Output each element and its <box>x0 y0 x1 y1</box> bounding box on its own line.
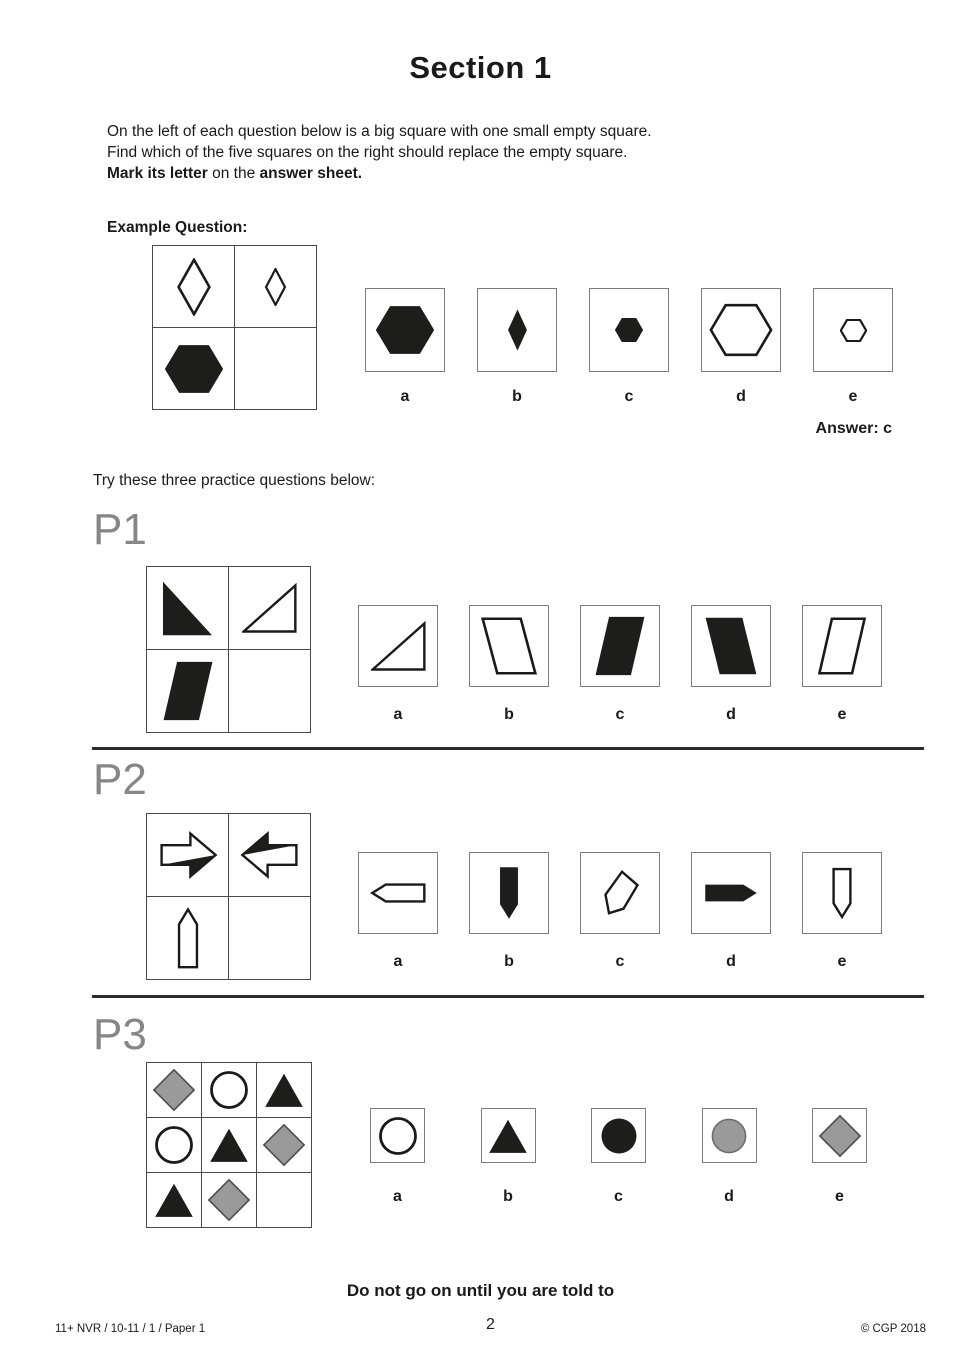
answer-option-d <box>691 605 771 724</box>
question-label-p2: P2 <box>93 755 147 804</box>
triangle-outline-bottom-right-icon <box>242 583 297 633</box>
option-box-b[interactable] <box>469 852 549 934</box>
instruction-line-3: Mark its letter on the answer sheet. <box>107 165 363 182</box>
option-letter-e: e <box>848 388 858 405</box>
answer-option-b <box>481 1108 536 1206</box>
answer-option-e <box>813 288 893 406</box>
option-box-e[interactable] <box>813 288 893 372</box>
answer-option-a <box>370 1108 425 1206</box>
triangle-filled-icon <box>209 1127 249 1163</box>
option-box-d[interactable] <box>691 852 771 934</box>
answer-option-b <box>469 852 549 971</box>
option-box-a[interactable] <box>358 605 438 687</box>
diamond-filled-small-icon <box>504 308 531 352</box>
question-options-row-p3 <box>370 1108 867 1206</box>
option-letter-a: a <box>393 1188 402 1205</box>
page-title: Section 1 <box>409 50 552 85</box>
triangle-filled-icon <box>488 1118 528 1154</box>
parallelogram-outline-lean-right-icon <box>818 617 866 675</box>
triangle-filled-icon <box>154 1182 194 1218</box>
option-letter-e: e <box>837 706 847 723</box>
circle-filled-icon <box>600 1117 638 1155</box>
diamond-gray-icon <box>819 1115 861 1157</box>
example-grid <box>152 245 317 410</box>
hexagon-filled-large-icon <box>163 343 225 395</box>
hexagon-outline-large-icon <box>709 303 773 357</box>
instruction-line-1: On the left of each question below is a big square with one small empty square. <box>107 123 652 140</box>
answer-option-c <box>589 288 669 406</box>
option-box-b[interactable] <box>481 1108 536 1163</box>
option-letter-a: a <box>400 388 410 405</box>
option-box-d[interactable] <box>691 605 771 687</box>
parallelogram-filled-lean-right-icon <box>162 660 214 722</box>
answer-option-a <box>358 852 438 971</box>
answer-option-d <box>702 1108 757 1206</box>
answer-option-b <box>477 288 557 406</box>
answer-option-a <box>358 605 438 724</box>
question-options-row-p2 <box>358 852 882 971</box>
answer-option-d <box>701 288 781 406</box>
grid-cell-empty <box>229 650 310 732</box>
practice-intro: Try these three practice questions below: <box>93 472 376 489</box>
example-question-heading: Example Question: <box>107 219 248 236</box>
grid-cell-diamond-gray <box>202 1173 256 1227</box>
grid-cell-circle-outline <box>202 1063 256 1117</box>
circle-outline-icon <box>210 1071 248 1109</box>
option-box-d[interactable] <box>702 1108 757 1163</box>
arrow-left-half-filled-icon <box>240 826 300 884</box>
diamond-gray-icon <box>208 1179 250 1221</box>
section-divider-1 <box>92 747 924 750</box>
example-options-row <box>365 288 893 406</box>
bullet-outline-up-icon <box>172 907 204 969</box>
option-letter-c: c <box>624 388 634 405</box>
question-grid-p2 <box>146 813 311 980</box>
bullet-outline-down-icon <box>827 867 857 919</box>
footer-page-number: 2 <box>486 1316 495 1333</box>
option-box-c[interactable] <box>580 852 660 934</box>
diamond-outline-small-icon <box>262 268 289 306</box>
answer-option-c <box>591 1108 646 1206</box>
grid-cell-bullet-outline-up <box>147 897 228 979</box>
answer-option-e <box>812 1108 867 1206</box>
grid-cell-triangle-filled-bottom-left <box>147 567 228 649</box>
question-label-p3: P3 <box>93 1010 147 1059</box>
grid-cell-triangle-outline-bottom-right <box>229 567 310 649</box>
option-box-a[interactable] <box>358 852 438 934</box>
answer-option-a <box>365 288 445 406</box>
grid-cell-circle-outline <box>147 1118 201 1172</box>
diamond-outline-large-icon <box>172 258 216 316</box>
hexagon-outline-small-icon <box>840 319 867 342</box>
instruction-line-2: Find which of the five squares on the right should replace the empty square. <box>107 144 628 161</box>
option-letter-d: d <box>724 1188 734 1205</box>
footer-copyright: © CGP 2018 <box>860 1323 926 1335</box>
parallelogram-outline-lean-left-icon <box>481 617 537 675</box>
triangle-filled-bottom-left-icon <box>159 580 216 637</box>
bullet-filled-down-icon <box>493 865 525 921</box>
grid-cell-empty <box>257 1173 311 1227</box>
question-label-p1: P1 <box>93 505 147 554</box>
option-letter-a: a <box>393 953 403 970</box>
option-letter-c: c <box>614 1188 623 1205</box>
option-box-c[interactable] <box>580 605 660 687</box>
option-box-e[interactable] <box>812 1108 867 1163</box>
grid-cell-parallelogram-filled-lean-right <box>147 650 228 732</box>
answer-option-c <box>580 852 660 971</box>
triangle-filled-icon <box>264 1072 304 1108</box>
option-box-c[interactable] <box>589 288 669 372</box>
grid-cell-hexagon-filled-large <box>153 328 234 409</box>
option-box-b[interactable] <box>469 605 549 687</box>
arrow-right-half-filled-icon <box>158 826 218 884</box>
triangle-outline-bottom-right-icon <box>371 621 426 671</box>
question-options-row-p1 <box>358 605 882 724</box>
footer-warning: Do not go on until you are told to <box>346 1281 615 1300</box>
parallelogram-filled-lean-right-icon <box>594 615 646 677</box>
question-grid-p1 <box>146 566 311 733</box>
question-grid-p3 <box>146 1062 312 1228</box>
answer-option-e <box>802 605 882 724</box>
grid-cell-diamond-gray <box>147 1063 201 1117</box>
grid-cell-triangle-filled <box>257 1063 311 1117</box>
option-letter-e: e <box>835 1188 844 1205</box>
grid-cell-arrow-left-half-filled <box>229 814 310 896</box>
bullet-filled-right-icon <box>703 878 759 908</box>
circle-outline-icon <box>155 1126 193 1164</box>
answer-option-e <box>802 852 882 971</box>
hexagon-filled-small-icon <box>614 317 644 343</box>
grid-cell-triangle-filled <box>202 1118 256 1172</box>
option-box-a[interactable] <box>365 288 445 372</box>
hexagon-filled-large-icon <box>374 304 436 356</box>
option-letter-b: b <box>504 953 514 970</box>
option-letter-a: a <box>393 706 403 723</box>
option-letter-d: d <box>726 953 736 970</box>
answer-option-b <box>469 605 549 724</box>
grid-cell-arrow-right-half-filled <box>147 814 228 896</box>
option-box-a[interactable] <box>370 1108 425 1163</box>
instructions <box>107 121 652 184</box>
option-letter-b: b <box>512 388 522 405</box>
option-letter-d: d <box>726 706 736 723</box>
option-letter-c: c <box>615 953 625 970</box>
option-box-e[interactable] <box>802 605 882 687</box>
grid-cell-diamond-gray <box>257 1118 311 1172</box>
section-divider-2 <box>92 995 924 998</box>
option-box-d[interactable] <box>701 288 781 372</box>
circle-gray-icon <box>711 1118 747 1154</box>
grid-cell-triangle-filled <box>147 1173 201 1227</box>
circle-outline-icon <box>379 1117 417 1155</box>
diamond-gray-icon <box>153 1069 195 1111</box>
example-answer: Answer: c <box>815 420 892 437</box>
option-letter-c: c <box>615 706 625 723</box>
option-box-e[interactable] <box>802 852 882 934</box>
grid-cell-diamond-outline-small <box>235 246 316 327</box>
option-letter-b: b <box>504 706 514 723</box>
answer-option-d <box>691 852 771 971</box>
option-box-b[interactable] <box>477 288 557 372</box>
option-letter-e: e <box>837 953 847 970</box>
grid-cell-diamond-outline-large <box>153 246 234 327</box>
parallelogram-filled-lean-left-icon <box>704 616 758 676</box>
grid-cell-empty <box>229 897 310 979</box>
diamond-gray-icon <box>263 1124 305 1166</box>
pentagon-outline-tilted-icon <box>595 865 645 921</box>
answer-option-c <box>580 605 660 724</box>
option-letter-b: b <box>503 1188 513 1205</box>
grid-cell-empty <box>235 328 316 409</box>
footer-paper-ref: 11+ NVR / 10-11 / 1 / Paper 1 <box>55 1323 206 1335</box>
option-letter-d: d <box>736 388 746 405</box>
option-box-c[interactable] <box>591 1108 646 1163</box>
bullet-outline-left-icon <box>370 878 426 908</box>
